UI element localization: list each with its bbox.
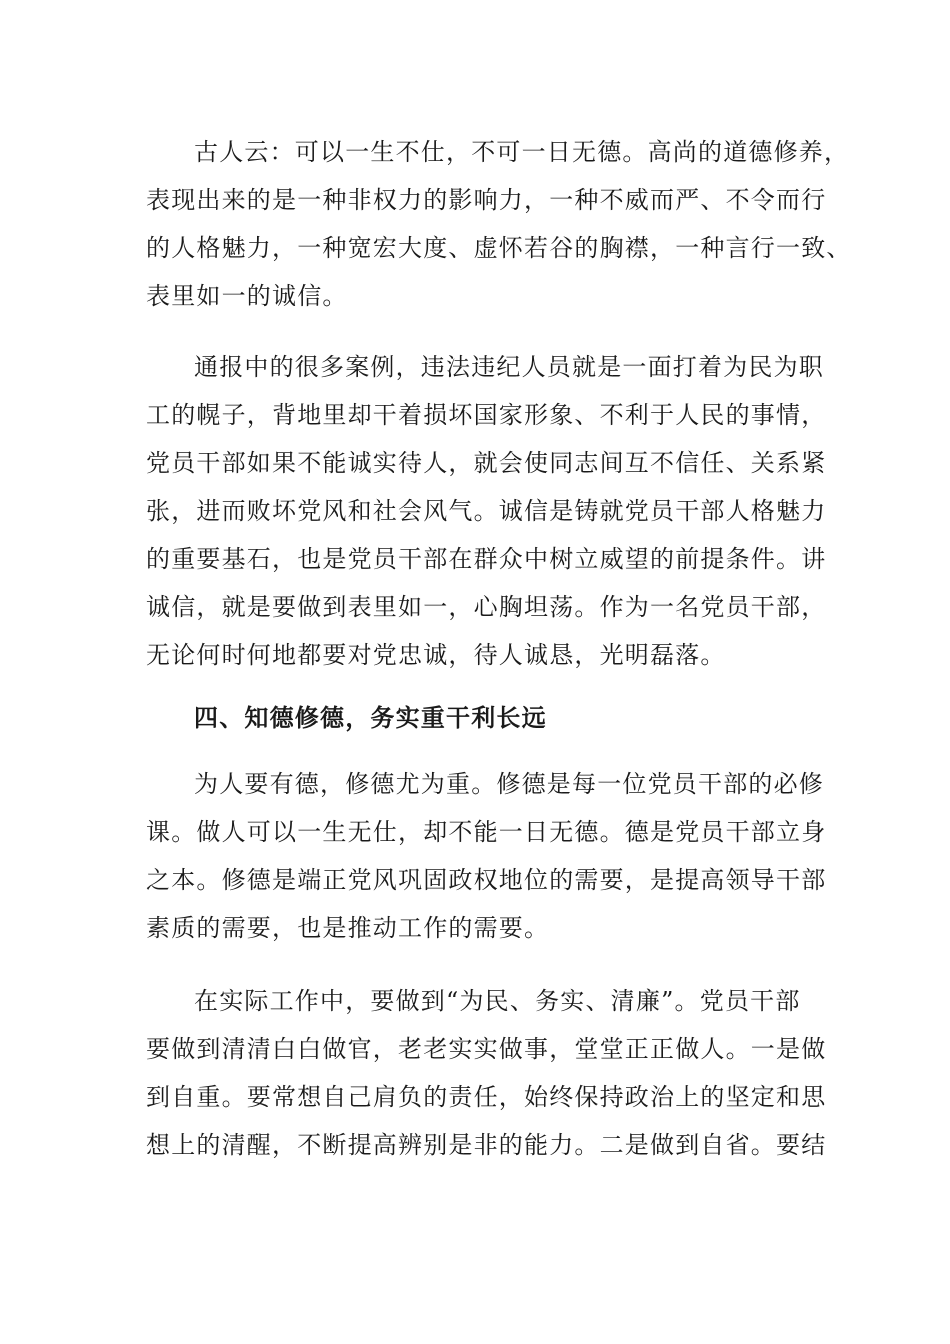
text-line: 要做到清清白白做官，老老实实做事，堂堂正正做人。一是做 xyxy=(146,1035,827,1063)
text-line: 素质的需要，也是推动工作的需要。 xyxy=(146,914,550,942)
text-line: 表里如一的诚信。 xyxy=(146,282,348,310)
text-line: 的人格魅力，一种宽宏大度、虚怀若谷的胸襟，一种言行一致、 xyxy=(146,234,852,262)
text-line: 在实际工作中，要做到“为民、务实、清廉”。党员干部 xyxy=(194,987,801,1015)
text-line: 为人要有德，修德尤为重。修德是每一位党员干部的必修 xyxy=(194,770,824,798)
text-line: 通报中的很多案例，违法违纪人员就是一面打着为民为职 xyxy=(194,353,824,381)
text-line: 诚信，就是要做到表里如一，心胸坦荡。作为一名党员干部， xyxy=(146,593,827,621)
text-line: 表现出来的是一种非权力的影响力，一种不威而严、不令而行 xyxy=(146,186,827,214)
text-line: 课。做人可以一生无仕，却不能一日无德。德是党员干部立身 xyxy=(146,818,827,846)
text-line: 的重要基石，也是党员干部在群众中树立威望的前提条件。讲 xyxy=(146,545,827,573)
text-line: 无论何时何地都要对党忠诚，待人诚恳，光明磊落。 xyxy=(146,641,726,669)
text-line: 张，进而败坏党风和社会风气。诚信是铸就党员干部人格魅力 xyxy=(146,497,827,525)
text-line: 党员干部如果不能诚实待人，就会使同志间互不信任、关系紧 xyxy=(146,449,827,477)
paragraph-2 xyxy=(146,343,827,679)
text-line: 之本。修德是端正党风巩固政权地位的需要，是提高领导干部 xyxy=(146,866,827,894)
text-line: 想上的清醒，不断提高辨别是非的能力。二是做到自省。要结 xyxy=(146,1131,827,1159)
text-line: 古人云：可以一生不仕，不可一日无德。高尚的道德修养， xyxy=(194,138,850,166)
text-line: 到自重。要常想自己肩负的责任，始终保持政治上的坚定和思 xyxy=(146,1083,827,1111)
paragraph-3 xyxy=(146,760,827,952)
paragraph-4 xyxy=(146,977,827,1169)
section-heading: 四、知德修德，务实重干利长远 xyxy=(194,703,547,732)
paragraph-1 xyxy=(146,128,852,320)
text-line: 工的幌子，背地里却干着损坏国家形象、不利于人民的事情， xyxy=(146,401,827,429)
